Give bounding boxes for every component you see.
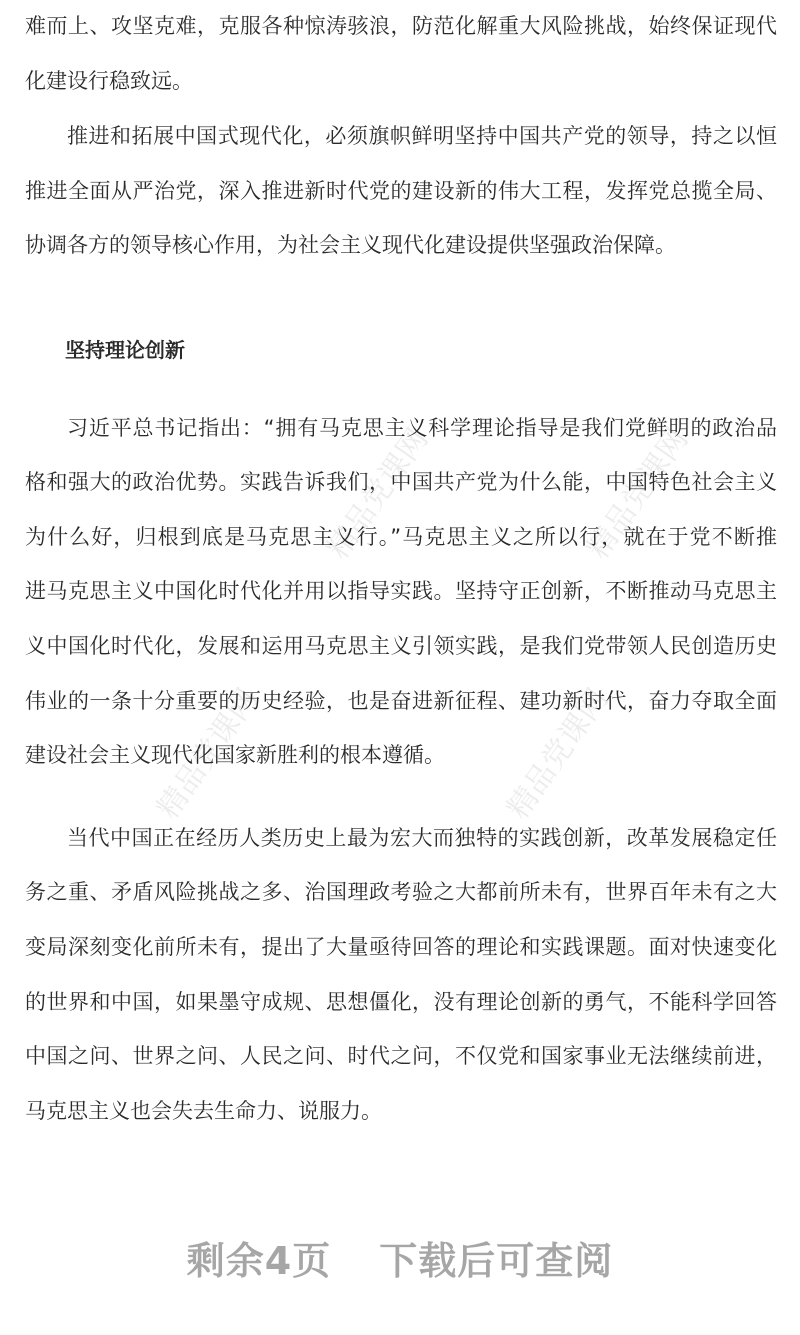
text-line: 的世界和中国，如果墨守成规、思想僵化，没有理论创新的勇气，不能科学回答 bbox=[25, 989, 777, 1014]
text-line: 建设社会主义现代化国家新胜利的根本遵循。 bbox=[25, 743, 445, 768]
text-line: 习近平总书记指出：“拥有马克思主义科学理论指导是我们党鲜明的政治品 bbox=[67, 415, 777, 440]
paragraph-1 bbox=[25, 0, 777, 108]
text-line: 协调各方的领导核心作用，为社会主义现代化建设提供坚强政治保障。 bbox=[25, 233, 676, 258]
text-line: 义中国化时代化，发展和运用马克思主义引领实践，是我们党带领人民创造历史 bbox=[25, 633, 777, 658]
download-prompt[interactable] bbox=[0, 1230, 800, 1285]
watermark: 精品党课网 bbox=[320, 422, 436, 566]
text-line: 推进全面从严治党，深入推进新时代党的建设新的伟大工程，发挥党总揽全局、 bbox=[25, 178, 777, 203]
text-line: 进马克思主义中国化时代化并用以指导实践。坚持守正创新，不断推动马克思主 bbox=[25, 579, 777, 604]
text-line: 马克思主义也会失去生命力、说服力。 bbox=[25, 1098, 382, 1123]
section-heading: 坚持理论创新 bbox=[65, 337, 185, 362]
text-line: 格和强大的政治优势。实践告诉我们，中国共产党为什么能，中国特色社会主义 bbox=[25, 470, 777, 495]
text-line: 务之重、矛盾风险挑战之多、治国理政考验之大都前所未有，世界百年未有之大 bbox=[25, 880, 777, 905]
watermark: 精品党课网 bbox=[500, 682, 616, 826]
text-line: 变局深刻变化前所未有，提出了大量亟待回答的理论和实践课题。面对快速变化 bbox=[25, 934, 777, 959]
text-line: 化建设行稳致远。 bbox=[25, 68, 193, 93]
paragraph-2 bbox=[25, 109, 777, 273]
text-line: 为什么好，归根到底是马克思主义行。”马克思主义之所以行，就在于党不断推 bbox=[25, 524, 777, 549]
remaining-pages-label: 剩余4页 bbox=[186, 1239, 332, 1283]
paragraph-3 bbox=[25, 401, 777, 783]
text-line: 当代中国正在经历人类历史上最为宏大而独特的实践创新，改革发展稳定任 bbox=[67, 825, 777, 850]
document-body bbox=[25, 0, 777, 1138]
text-line: 难而上、攻坚克难，克服各种惊涛骇浪，防范化解重大风险挑战，始终保证现代 bbox=[25, 14, 777, 38]
text-line: 中国之问、世界之问、人民之问、时代之问，不仅党和国家事业无法继续前进， bbox=[25, 1044, 777, 1069]
watermark: 精品党课网 bbox=[580, 422, 696, 566]
watermark: 精品党课网 bbox=[150, 682, 266, 826]
text-line: 伟业的一条十分重要的历史经验，也是奋进新征程、建功新时代，奋力夺取全面 bbox=[25, 688, 777, 713]
paragraph-4 bbox=[25, 811, 777, 1139]
text-line: 推进和拓展中国式现代化，必须旗帜鲜明坚持中国共产党的领导，持之以恒 bbox=[67, 124, 777, 149]
download-to-view-label[interactable]: 下载后可查阅 bbox=[379, 1239, 614, 1283]
